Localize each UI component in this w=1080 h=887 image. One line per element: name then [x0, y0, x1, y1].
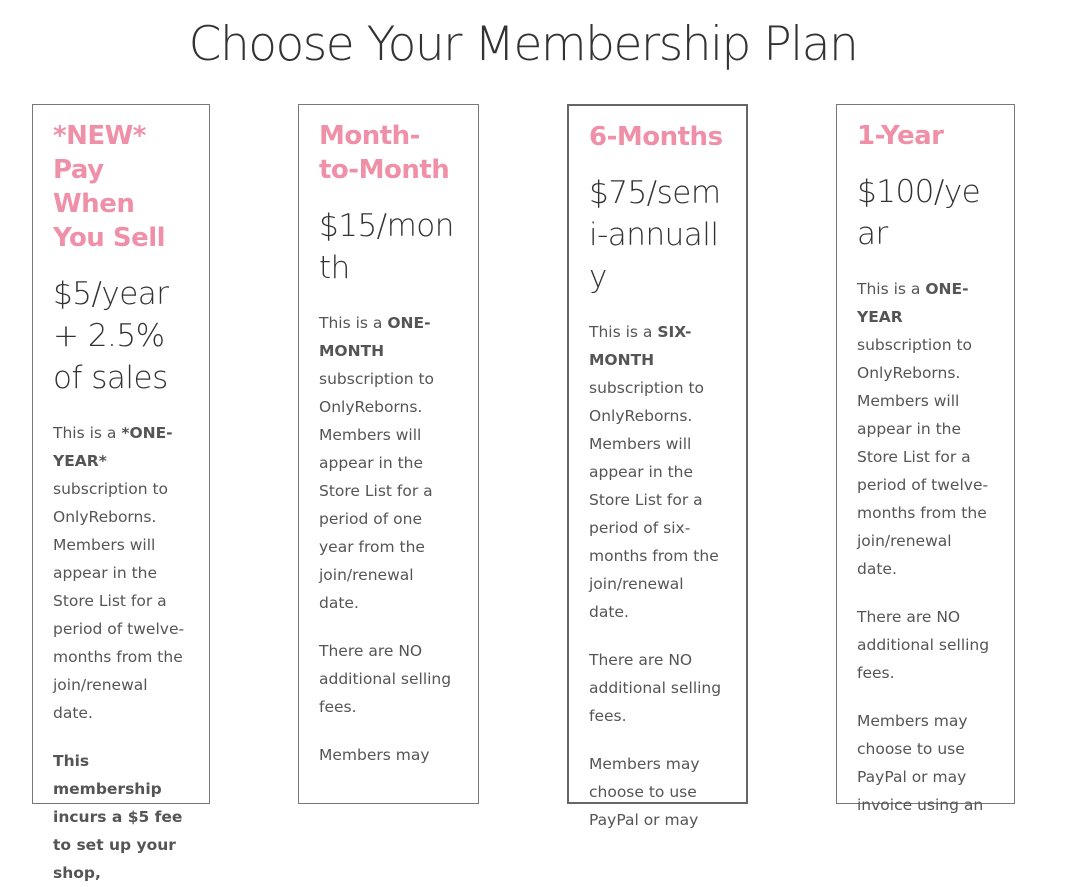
plan-term: ONE-YEAR [857, 280, 969, 326]
plan-description: This is a ONE-YEAR subscription to OnlyReborns. Members will appear in the Store List for a period of twelve-months from the join/renewal date. [857, 280, 989, 578]
plan-fees: There are NO additional selling fees. [589, 651, 722, 725]
plan-title: *NEW* Pay When You Sell [53, 121, 166, 253]
plan-description: This is a ONE-MONTH subscription to OnlyReborns. Members will appear in the Store List for a period of one year from the join/renewal date. [319, 314, 435, 612]
plan-card-month-to-month[interactable] [298, 104, 479, 804]
plan-card-pay-when-you-sell[interactable] [32, 104, 210, 882]
plan-title: 1-Year [857, 121, 944, 151]
plan-price: $15/month [319, 208, 454, 286]
plan-fees: There are NO additional selling fees. [319, 642, 452, 716]
page-title: Choose Your Membership Plan [188, 17, 858, 72]
plan-title: Month-to-Month [319, 121, 450, 185]
plan-price: $75/semi-annually [589, 175, 721, 295]
plan-payment: Members may choose to use PayPal or may invoice using an [857, 712, 984, 814]
plan-note: This membership incurs a $5 fee to set up your shop, [53, 752, 183, 882]
plan-description: This is a *ONE-YEAR* subscription to OnlyReborns. Members will appear in the Store List for a period of twelve-months from the join/renewal date. [53, 424, 185, 722]
plan-term: ONE-MONTH [319, 314, 431, 360]
plan-fees: There are NO additional selling fees. [857, 608, 990, 682]
plan-payment: Members may choose to use PayPal or may [589, 755, 700, 829]
plan-term: SIX-MONTH [589, 323, 692, 369]
plan-payment: Members may [319, 746, 430, 764]
plan-card-6-months[interactable] [567, 104, 748, 829]
plan-term: *ONE-YEAR* [53, 424, 173, 470]
plan-card-1-year[interactable] [836, 104, 1015, 814]
plan-price: $5/year + 2.5% of sales [53, 276, 169, 396]
plan-description: This is a SIX-MONTH subscription to OnlyReborns. Members will appear in the Store List for a period of six-months from the join/renewal date. [589, 323, 719, 621]
plan-title: 6-Months [589, 122, 723, 152]
plan-price: $100/year [857, 174, 981, 252]
